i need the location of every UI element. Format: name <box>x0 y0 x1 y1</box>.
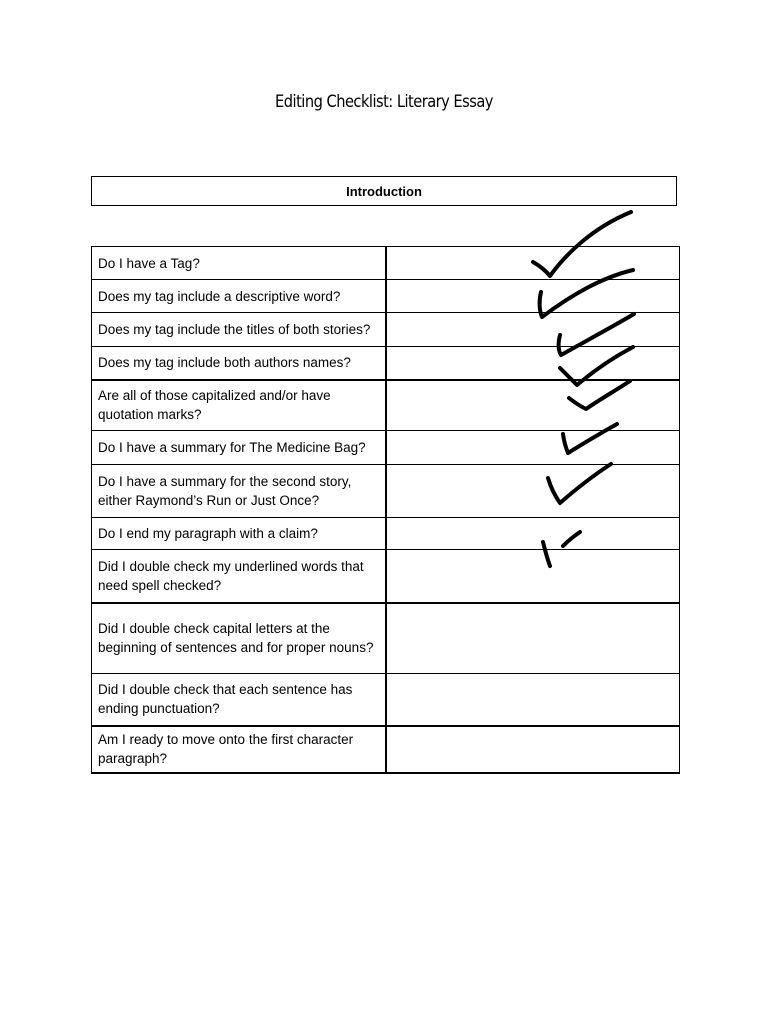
table-row <box>92 280 680 313</box>
answer-cell[interactable] <box>386 431 680 465</box>
answer-cell[interactable] <box>386 465 680 518</box>
answer-cell[interactable] <box>386 674 680 726</box>
answer-cell[interactable] <box>386 347 680 380</box>
answer-cell[interactable] <box>386 603 680 674</box>
table-row <box>92 347 680 380</box>
answer-cell[interactable] <box>386 726 680 773</box>
answer-cell[interactable] <box>386 313 680 347</box>
page-title: Editing Checklist: Literary Essay <box>275 92 493 112</box>
question-cell: Do I have a summary for The Medicine Bag? <box>92 431 386 465</box>
question-cell: Does my tag include a descriptive word? <box>92 280 386 313</box>
question-cell: Are all of those capitalized and/or have quotation marks? <box>92 380 386 431</box>
section-header-introduction: Introduction <box>91 176 677 206</box>
table-row <box>92 518 680 550</box>
table-row <box>92 674 680 726</box>
question-cell: Does my tag include both authors names? <box>92 347 386 380</box>
question-cell: Do I have a Tag? <box>92 247 386 280</box>
table-row <box>92 313 680 347</box>
question-cell: Did I double check my underlined words that need spell checked? <box>92 550 386 603</box>
table-row <box>92 465 680 518</box>
table-row <box>92 726 680 773</box>
table-row <box>92 603 680 674</box>
answer-cell[interactable] <box>386 280 680 313</box>
question-cell: Did I double check that each sentence has ending punctuation? <box>92 674 386 726</box>
question-cell: Do I have a summary for the second story, either Raymond’s Run or Just Once? <box>92 465 386 518</box>
table-row <box>92 380 680 431</box>
question-cell: Do I end my paragraph with a claim? <box>92 518 386 550</box>
question-cell: Does my tag include the titles of both stories? <box>92 313 386 347</box>
answer-cell[interactable] <box>386 380 680 431</box>
answer-cell[interactable] <box>386 247 680 280</box>
question-cell: Am I ready to move onto the first character paragraph? <box>92 726 386 773</box>
table-row <box>92 550 680 603</box>
question-cell: Did I double check capital letters at the beginning of sentences and for proper nouns? <box>92 603 386 674</box>
answer-cell[interactable] <box>386 518 680 550</box>
answer-cell[interactable] <box>386 550 680 603</box>
table-row <box>92 247 680 280</box>
checklist-table <box>91 246 680 774</box>
table-row <box>92 431 680 465</box>
